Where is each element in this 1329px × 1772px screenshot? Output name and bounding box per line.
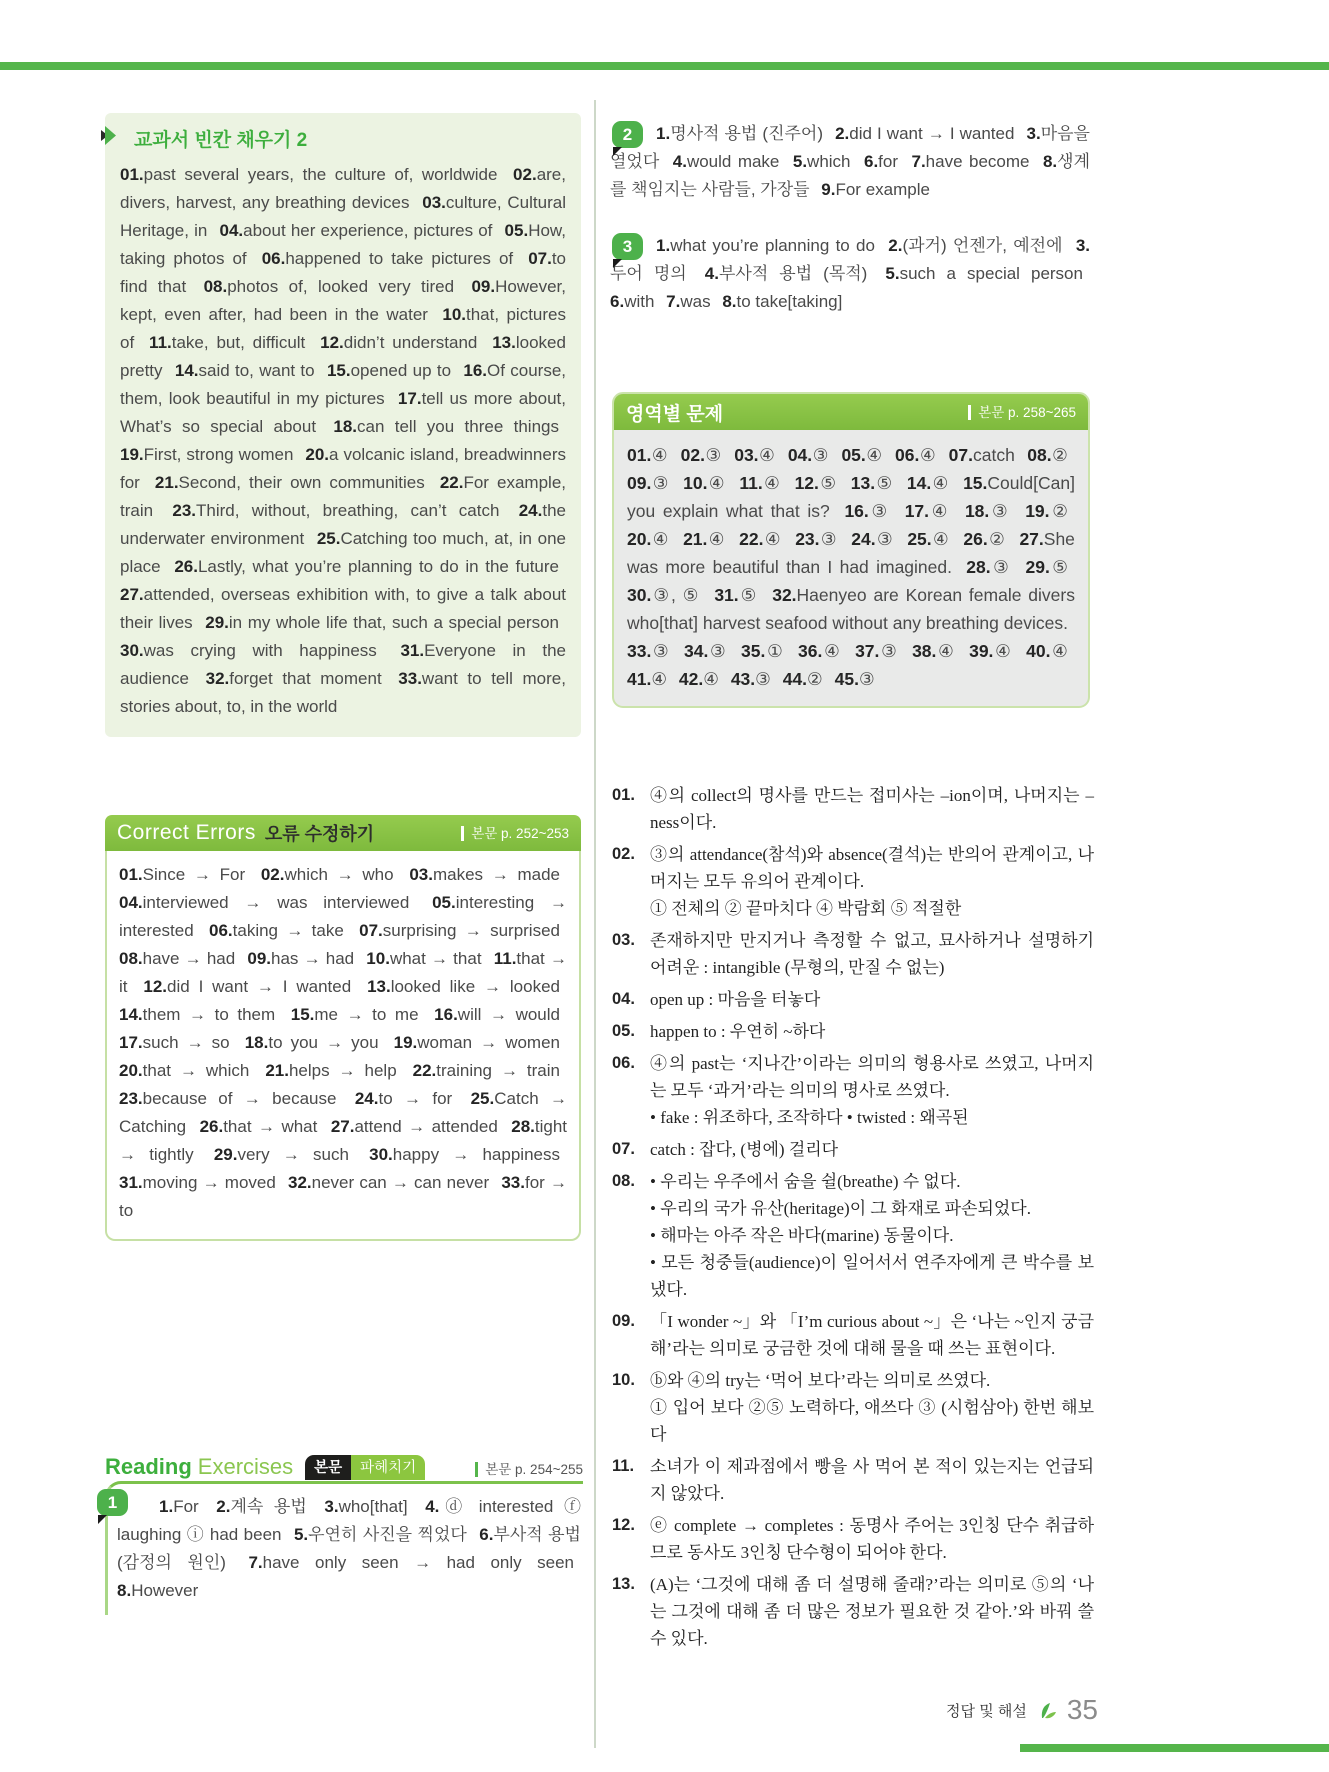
explanation-item xyxy=(612,1571,1094,1652)
explanation-number: 02. xyxy=(612,845,635,863)
correct-errors-title-ko: 오류 수정하기 xyxy=(264,824,375,844)
explanation-number: 12. xyxy=(612,1516,635,1534)
answer-item: 1.For xyxy=(159,1497,199,1516)
answer-item: 05.How, taking photos of xyxy=(120,221,566,268)
answer-item: 28.③ xyxy=(966,557,1012,577)
column-divider xyxy=(594,100,596,1748)
explanation-text: happen to : 우연히 ~하다 xyxy=(650,1022,826,1041)
area-problems-title: 영역별 문제 xyxy=(626,403,724,425)
answer-item: 29.⑤ xyxy=(1025,557,1068,577)
answer-item: 16.will → would xyxy=(434,1005,560,1024)
explanation-text: catch : 잡다, (병에) 걸리다 xyxy=(650,1140,839,1159)
explanation-item xyxy=(612,1050,1094,1131)
answer-item: 27.attend → attended xyxy=(330,1117,498,1136)
area-problems-header xyxy=(614,394,1088,430)
explanation-text: ③의 attendance(참석)와 absence(결석)는 반의어 관계이고, 나머지는 모두 유의어 관계이다. ① 전체의 ② 끝마치다 ④ 박람회 ⑤ 적절한 xyxy=(650,845,1094,918)
answer-item: 05.interesting → interested xyxy=(119,893,567,940)
answer-item: 04.③ xyxy=(787,445,829,465)
explanation-text: (A)는 ‘그것에 대해 좀 더 설명해 줄래?’라는 의미로 ⑤의 ‘나는 그것에 대해 좀 더 많은 정보가 필요한 것 같아.’와 바꿔 쓸 수 있다. xyxy=(650,1575,1094,1648)
answer-item: 09.③ xyxy=(627,473,670,493)
answer-item: 18.can tell you three things xyxy=(333,417,559,436)
answer-item: 01.④ xyxy=(627,445,669,465)
area-problems-page-ref: 본문 p. 258~265 xyxy=(968,405,1076,420)
explanation-item xyxy=(612,782,1094,836)
explanation-number: 10. xyxy=(612,1371,635,1389)
answer-item: 25.Catch → Catching xyxy=(119,1089,568,1136)
answer-item: 2.계속 용법 xyxy=(216,1497,307,1516)
answer-item: 8.생계를 책임지는 사람들, 가장들 xyxy=(610,152,1090,199)
answer-item: 2.did I want → I wanted xyxy=(835,124,1015,143)
answer-item: 18.③ xyxy=(964,501,1011,521)
answer-item: 18.to you → you xyxy=(244,1033,379,1052)
answer-item: 37.③ xyxy=(855,641,899,661)
explanation-text: ⓔ complete → completes : 동명사 주어는 3인칭 단수 취급하므로 동사도 3인칭 단수형이 되어야 한다. xyxy=(650,1516,1094,1562)
reading-section xyxy=(105,1448,583,1615)
answer-item: 10.④ xyxy=(683,473,727,493)
explanation-item xyxy=(612,1453,1094,1507)
answer-item: 23.③ xyxy=(795,529,838,549)
answer-item: 35.① xyxy=(741,641,785,661)
explanation-number: 06. xyxy=(612,1054,635,1072)
answer-set-2 xyxy=(610,120,1090,204)
explanation-text: 「I wonder ~」와 「I’m curious about ~」은 ‘나는 ~인지 궁금해’라는 의미로 궁금한 것에 대해 물을 때 쓰는 표현이다. xyxy=(650,1312,1094,1358)
explanation-text: ④의 past는 ‘지나간’이라는 의미의 형용사로 쓰였고, 나머지는 모두 ‘과거’라는 의미의 명사로 쓰였다. • fake : 위조하다, 조작하다 • twisted : 왜곡된 xyxy=(650,1054,1094,1127)
answer-item: 42.④ xyxy=(678,669,719,689)
correct-errors-section xyxy=(105,815,581,1241)
explanation-number: 07. xyxy=(612,1140,635,1158)
answer-item: 3.마음을 열었다 xyxy=(610,124,1090,171)
answer-item: 8.to take[taking] xyxy=(722,292,843,311)
correct-errors-page-ref: 본문 p. 252~253 xyxy=(461,826,569,841)
answer-set-3-text xyxy=(610,232,1090,316)
reading-tab-dark-label: 본문 xyxy=(305,1455,351,1481)
answer-item: 11.④ xyxy=(739,473,782,493)
explanation-text: 소녀가 이 제과점에서 빵을 사 먹어 본 적이 있는지는 언급되지 않았다. xyxy=(650,1457,1094,1503)
answer-item: 13.⑤ xyxy=(850,473,894,493)
answer-item: 27.attended, overseas exhibition with, to give a talk about their lives xyxy=(120,585,566,632)
answer-item: 32.never can → can never xyxy=(287,1173,490,1192)
explanation-item xyxy=(612,841,1094,922)
answer-item: 29.in my whole life that, such a special person xyxy=(205,613,559,632)
answer-item: 19.First, strong women xyxy=(120,445,294,464)
explanation-number: 04. xyxy=(612,990,635,1008)
answer-item: 31.moving → moved xyxy=(119,1173,276,1192)
answer-item: 32.Haenyeo are Korean female divers who[that] harvest seafood without any breathing devices. xyxy=(627,585,1075,633)
answer-item: 12.did I want → I wanted xyxy=(143,977,352,996)
answer-item: 06.happened to take pictures of xyxy=(261,249,514,268)
answer-item: 17.such → so xyxy=(119,1033,230,1052)
answer-item: 31.⑤ xyxy=(714,585,759,605)
footer-label: 정답 및 해설 xyxy=(946,1702,1027,1720)
answer-item: 20.that → which xyxy=(119,1061,250,1080)
answer-item: 14.said to, want to xyxy=(174,361,315,380)
answer-item: 10.what → that xyxy=(366,949,482,968)
explanation-item xyxy=(612,1168,1094,1303)
explanation-text: • 우리는 우주에서 숨을 쉴(breathe) 수 없다. • 우리의 국가 유산(heritage)이 그 화재로 파손되었다. • 해마는 아주 작은 바다(marine) 동물이다. • 모든 청중들(audience)이 일어서서 연주자에게 큰 박수를 보냈다. xyxy=(650,1172,1094,1299)
answer-item: 43.③ xyxy=(730,669,771,689)
answer-item: 11.that → it xyxy=(119,949,567,996)
answer-item: 08.② xyxy=(1027,445,1068,465)
answer-item: 24.③ xyxy=(851,529,895,549)
answer-item: 33.for → to xyxy=(119,1173,567,1220)
answer-item: 03.makes → made xyxy=(409,865,560,884)
answer-item: 6.for xyxy=(863,152,899,171)
answer-item: 21.Second, their own communities xyxy=(154,473,425,492)
answer-item: 44.② xyxy=(782,669,823,689)
answer-item: 15.Could[Can] you explain what that is? xyxy=(627,473,1075,521)
explanation-number: 11. xyxy=(612,1457,635,1475)
answer-item: 31.Everyone in the audience xyxy=(120,641,566,688)
answer-item: 8.However xyxy=(117,1581,199,1600)
bottom-green-bar xyxy=(1020,1744,1329,1752)
answer-item: 08.photos of, looked very tired xyxy=(203,277,455,296)
answer-item: 3.두어 명의 xyxy=(610,236,1090,283)
answer-item: 12.didn’t understand xyxy=(320,333,478,352)
answer-item: 16.Of course, them, look beautiful in my pictures xyxy=(120,361,567,408)
answer-item: 1.what you’re planning to do xyxy=(656,236,875,255)
answer-item: 22.For example, train xyxy=(120,473,566,520)
answer-item: 27.She was more beautiful than I had imagined. xyxy=(627,529,1075,577)
answer-item: 28.tight → tightly xyxy=(119,1117,568,1164)
answer-item: 13.looked pretty xyxy=(120,333,566,380)
answer-item: 19.woman → women xyxy=(393,1033,560,1052)
area-problems-answers xyxy=(614,430,1088,706)
reading-set-1 xyxy=(105,1481,583,1615)
answer-item: 17.tell us more about, What’s so special about xyxy=(120,389,566,436)
answer-item: 9.For example xyxy=(821,180,930,199)
answer-item: 11.take, but, difficult xyxy=(149,333,306,352)
answer-item: 02.are, divers, harvest, any breathing devices xyxy=(120,165,566,212)
answer-item: 4.ⓓ interested ⓕ laughing ⓘ had been xyxy=(117,1497,581,1544)
answer-item: 26.② xyxy=(963,529,1007,549)
answer-item: 04.about her experience, pictures of xyxy=(219,221,493,240)
explanation-text: 존재하지만 만지거나 측정할 수 없고, 묘사하거나 설명하기 어려운 : intangible (무형의, 만질 수 없는) xyxy=(650,931,1094,977)
answer-item: 20.a volcanic island, breadwinners for xyxy=(120,445,566,492)
explanation-item xyxy=(612,986,1094,1013)
answer-item: 3.who[that] xyxy=(324,1497,408,1516)
explanation-number: 05. xyxy=(612,1022,635,1040)
explanation-item xyxy=(612,927,1094,981)
answer-item: 7.have become xyxy=(911,152,1030,171)
answer-item: 40.④ xyxy=(1026,641,1068,661)
answer-item: 30.was crying with happiness xyxy=(120,641,377,660)
explanation-text: ⓑ와 ④의 try는 ‘먹어 보다’라는 의미로 쓰였다. ① 입어 보다 ②⑤ 노력하다, 애쓰다 ③ (시험삼아) 한번 해보다 xyxy=(650,1371,1094,1444)
answer-set-2-text xyxy=(610,120,1090,204)
bookmark-arrow-icon xyxy=(101,126,117,145)
answer-item: 2.(과거) 언젠가, 예전에 xyxy=(888,236,1063,255)
set-number-badge: 3 xyxy=(612,233,643,260)
answer-item: 41.④ xyxy=(627,669,668,689)
answer-item: 26.that → what xyxy=(199,1117,318,1136)
top-green-bar xyxy=(0,62,1329,70)
explanation-item xyxy=(612,1136,1094,1163)
fill-blanks-title-text: 교과서 빈칸 채우기 2 xyxy=(134,130,308,151)
answer-item: 26.Lastly, what you’re planning to do in the future xyxy=(174,557,559,576)
footer xyxy=(860,1694,1098,1726)
reading-tab-light-label: 파헤치기 xyxy=(351,1455,425,1481)
answer-item: 14.④ xyxy=(906,473,950,493)
answer-item: 21.helps → help xyxy=(265,1061,397,1080)
explanation-item xyxy=(612,1308,1094,1362)
reading-header xyxy=(105,1448,583,1481)
answer-item: 15.me → to me xyxy=(290,1005,419,1024)
reading-page-ref: 본문 p. 254~255 xyxy=(475,1462,583,1477)
answer-item: 06.④ xyxy=(895,445,937,465)
answer-item: 6.부사적 용법 (감정의 원인) xyxy=(117,1525,581,1572)
page-number: 35 xyxy=(1066,1694,1098,1725)
explanation-number: 08. xyxy=(612,1172,635,1190)
reading-set-1-text xyxy=(117,1493,581,1605)
answer-item: 32.forget that moment xyxy=(205,669,382,688)
answer-item: 02.③ xyxy=(680,445,722,465)
fill-blanks-title xyxy=(122,125,566,152)
fill-blanks-text xyxy=(120,161,566,721)
answer-item: 4.would make xyxy=(672,152,780,171)
answer-item: 20.④ xyxy=(627,529,670,549)
answer-item: 15.opened up to xyxy=(326,361,452,380)
answer-item: 06.taking → take xyxy=(209,921,344,940)
answer-item: 6.with xyxy=(610,292,655,311)
answer-item: 24.to → for xyxy=(354,1089,453,1108)
answer-item: 23.because of → because xyxy=(119,1089,337,1108)
answer-item: 33.③ xyxy=(627,641,671,661)
explanation-item xyxy=(612,1367,1094,1448)
answer-item: 25.④ xyxy=(907,529,951,549)
answer-item: 12.⑤ xyxy=(794,473,838,493)
explanation-number: 03. xyxy=(612,931,635,949)
answer-item: 39.④ xyxy=(969,641,1013,661)
answer-item: 21.④ xyxy=(683,529,726,549)
answer-item: 09.However, kept, even after, had been in the water xyxy=(120,277,566,324)
answer-item: 13.looked like → looked xyxy=(367,977,560,996)
correct-errors-title-en: Correct Errors xyxy=(117,821,256,844)
answer-item: 30.happy → happiness xyxy=(369,1145,560,1164)
answer-item: 23.Third, without, breathing, can’t catch xyxy=(172,501,500,520)
answer-item: 5.such a special person xyxy=(885,264,1083,283)
answer-item: 4.부사적 용법 (목적) xyxy=(704,264,868,283)
explanation-number: 13. xyxy=(612,1575,635,1593)
answer-item: 03.④ xyxy=(734,445,776,465)
answer-item: 01.past several years, the culture of, worldwide xyxy=(120,165,498,184)
answer-item: 07.to find that xyxy=(120,249,567,296)
answer-item: 07.surprising → surprised xyxy=(359,921,560,940)
set-number-badge: 1 xyxy=(97,1489,128,1516)
leaf-icon xyxy=(1036,1700,1058,1720)
correct-errors-header xyxy=(105,815,581,851)
answer-item: 17.④ xyxy=(904,501,951,521)
explanation-text: open up : 마음을 터놓다 xyxy=(650,990,821,1009)
answer-set-3 xyxy=(610,232,1090,316)
answer-item: 1.명사적 용법 (진주어) xyxy=(656,124,824,143)
explanation-item xyxy=(612,1512,1094,1566)
explanation-item xyxy=(612,1018,1094,1045)
answer-item: 29.very → such xyxy=(213,1145,349,1164)
set-number-badge: 2 xyxy=(612,121,643,148)
answer-item: 34.③ xyxy=(684,641,728,661)
answer-item: 30.③, ⑤ xyxy=(627,585,701,605)
answer-item: 14.them → to them xyxy=(119,1005,276,1024)
answer-item: 01.Since → For xyxy=(119,865,246,884)
answer-item: 16.③ xyxy=(844,501,891,521)
answer-item: 03.culture, Cultural Heritage, in xyxy=(120,193,566,240)
answer-item: 25.Catching too much, at, in one place xyxy=(120,529,566,576)
answer-item: 5.which xyxy=(792,152,851,171)
explanation-text: ④의 collect의 명사를 만드는 접미사는 –ion이며, 나머지는 –ness이다. xyxy=(650,786,1094,832)
explanation-number: 09. xyxy=(612,1312,635,1330)
answer-item: 5.우연히 사진을 찍었다 xyxy=(293,1525,467,1544)
answer-item: 07.catch xyxy=(948,445,1015,465)
explanations-list xyxy=(612,782,1094,1657)
answer-item: 38.④ xyxy=(912,641,956,661)
area-problems-box xyxy=(612,392,1090,708)
answer-item: 09.has → had xyxy=(247,949,355,968)
answer-item: 33.want to tell more, stories about, to, in the world xyxy=(120,669,566,716)
answer-item: 24.the underwater environment xyxy=(120,501,566,548)
answer-item: 02.which → who xyxy=(260,865,394,884)
reading-title-main: Reading xyxy=(105,1454,192,1479)
answer-item: 08.have → had xyxy=(119,949,236,968)
answer-item: 10.that, pictures of xyxy=(120,305,567,352)
answer-item: 45.③ xyxy=(834,669,875,689)
answer-item: 04.interviewed → was interviewed xyxy=(119,893,410,912)
answer-item: 36.④ xyxy=(798,641,842,661)
answer-item: 05.④ xyxy=(841,445,883,465)
answer-item: 22.training → train xyxy=(412,1061,560,1080)
correct-errors-text xyxy=(105,851,581,1241)
explanation-number: 01. xyxy=(612,786,635,804)
answer-item: 22.④ xyxy=(739,529,782,549)
fill-blanks-box xyxy=(105,113,581,737)
answer-item: 7.was xyxy=(666,292,711,311)
reading-title-sub: Exercises xyxy=(197,1454,294,1479)
answer-item: 7.have only seen → had only seen xyxy=(248,1553,574,1572)
answer-item: 19.② xyxy=(1025,501,1068,521)
reading-tab xyxy=(305,1455,425,1481)
